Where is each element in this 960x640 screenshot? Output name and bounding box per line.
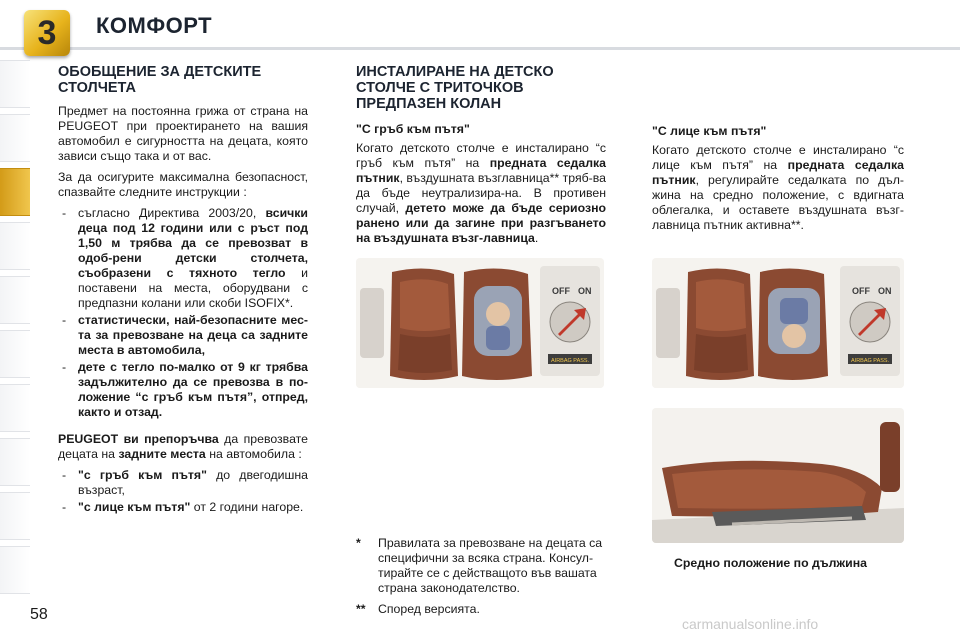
chapter-tab[interactable] [0, 546, 30, 594]
chapter-tab[interactable] [0, 384, 30, 432]
section-title-line: ОБОБЩЕНИЕ ЗА ДЕТСКИТЕ [58, 64, 262, 80]
left-column [58, 64, 308, 521]
seat-top-view-icon [652, 258, 904, 388]
intro-paragraph: Предмет на постоянна грижа от страна на PEUGEOT при проектирането на вашия автомобил е сигурността на децата, която зависи също така и от вас. [58, 104, 308, 163]
chapter-tab[interactable] [0, 276, 30, 324]
section-title [356, 64, 606, 112]
airbag-pass-label: AIRBAG PASS. [551, 358, 590, 364]
list-item: - съгласно Директива 2003/20, всички деца под 12 години или с ръст под 1,50 м трябва да се превозват в одоб-рени детски столчета, съобразени с тяхното тегло и поставени на места, оборудвани с предпазни колани или скоби ISOFIX*. [58, 206, 308, 311]
recommend-paragraph: PEUGEOT ви препоръчва да превозвате децата на задните места на автомобила : [58, 432, 308, 461]
subsection-title: "С гръб към пътя" [356, 122, 470, 136]
seat-top-view-icon [356, 258, 604, 388]
page-number: 58 [30, 606, 48, 623]
section-title-line: СТОЛЧЕ С ТРИТОЧКОВ [356, 80, 524, 96]
chapter-badge [24, 10, 70, 56]
footnote-mark: ** [356, 602, 366, 616]
section-title-line: ИНСТАЛИРАНЕ НА ДЕТСКО [356, 64, 554, 80]
footnotes [356, 536, 606, 623]
airbag-pass-label: AIRBAG PASS. [851, 358, 890, 364]
chapter-tab-active[interactable] [0, 168, 30, 216]
section-title-line: СТОЛЧЕТА [58, 80, 136, 96]
header-divider [0, 47, 960, 50]
watermark: carmanualsonline.info [682, 616, 819, 632]
instructions-paragraph: За да осигурите максимална безопасност, спазвайте следните инструкции : [58, 170, 308, 199]
list-item: - "с лице към пътя" от 2 години нагоре. [58, 500, 308, 515]
footnote-text: Според версията. [378, 602, 480, 616]
switch-on-label: ON [878, 286, 892, 296]
rear-facing-seat-illustration [356, 258, 604, 388]
middle-column [356, 64, 606, 252]
switch-off-label: OFF [852, 286, 870, 296]
instructions-list [58, 206, 308, 420]
section-title [58, 64, 308, 96]
section-title-line: ПРЕДПАЗЕН КОЛАН [356, 96, 502, 112]
subsection-title: "С лице към пътя" [652, 124, 767, 138]
chapter-tab[interactable] [0, 222, 30, 270]
right-column [652, 124, 904, 239]
chapter-tab[interactable] [0, 438, 30, 486]
chapter-tabs [0, 60, 30, 590]
chapter-tab[interactable] [0, 60, 30, 108]
footnote [356, 602, 606, 617]
footnote-text: Правилата за превозване на децата са специфични за всяка страна. Консул-тирайте се с действащото във вашата страна законодателство. [378, 536, 603, 595]
chapter-tab[interactable] [0, 492, 30, 540]
chapter-tab[interactable] [0, 330, 30, 378]
footnote [356, 536, 606, 596]
chapter-title: КОМФОРТ [96, 13, 213, 38]
rear-facing-paragraph: Когато детското столче е инсталирано “с гръб към пътя” на предната седалка пътник, въздушната възглавница** тряб-ва да бъде неутрализира-на. В противен случай, детето може да бъде сериозно ранено или да загине при разгъването на въздушната възг-лавница. [356, 141, 607, 245]
chapter-number: 3 [37, 13, 57, 52]
forward-facing-paragraph: Когато детското столче е инсталирано “с лице към пътя” на предната седалка пътник, регулирайте седалката по дъл-жина на средно положение, с вдигната облегалка, и оставете въздушната възг-лавница пътник активна**. [652, 143, 904, 232]
forward-facing-seat-illustration [652, 258, 904, 388]
list-item: - дете с тегло по-малко от 9 кг трябва задължително да се превозва в по-ложение “с гръб към пътя”, отпред, както и отзад. [58, 360, 308, 420]
list-item: - "с гръб към пътя" до двегодишна възраст, [58, 468, 308, 498]
photo-caption: Средно положение по дължина [674, 556, 867, 570]
footnote-mark: * [356, 536, 361, 550]
switch-on-label: ON [578, 286, 592, 296]
list-item: - статистически, най-безопасните мес-та за превозване на деца са задните места в автомобила, [58, 313, 308, 358]
recommend-list [58, 468, 308, 515]
seat-side-icon [652, 408, 904, 543]
seat-side-view-illustration [652, 408, 904, 543]
switch-off-label: OFF [552, 286, 570, 296]
chapter-tab[interactable] [0, 114, 30, 162]
